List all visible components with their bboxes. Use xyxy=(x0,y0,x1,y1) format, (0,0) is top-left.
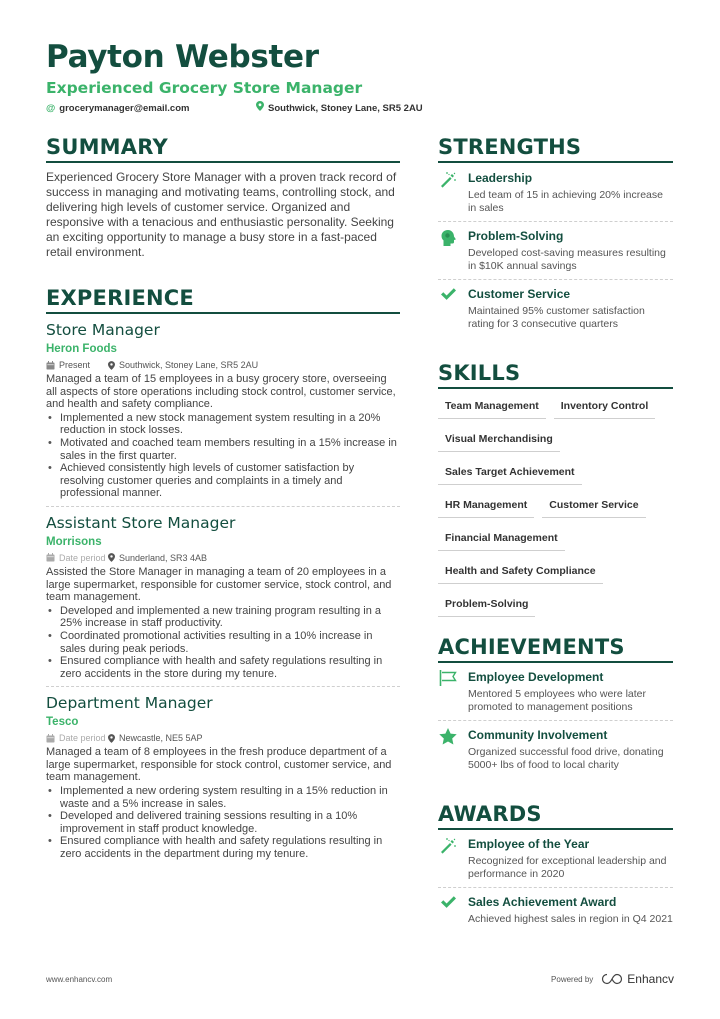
skill-tag: Financial Management xyxy=(438,528,565,551)
calendar-icon xyxy=(46,361,55,370)
job-bullet: • Motivated and coached team members resulting in a 15% increase in sales in the first quarter. xyxy=(46,437,400,462)
strength-description: Led team of 15 in achieving 20% increase in sales xyxy=(468,189,663,214)
awards-list xyxy=(438,830,673,932)
job-location xyxy=(108,358,258,372)
summary-text: Experienced Grocery Store Manager with a proven track record of success in managing and motivating teams, controlling stock, and delivering high levels of customer service. Organized and responsive with a tenacious and enthusiastic personality. Seeking an exciting opportunity to manage a busy store in a fast-paced retail environment. xyxy=(46,170,397,259)
job-date xyxy=(46,358,108,372)
job-entry xyxy=(46,693,400,866)
experience-heading: EXPERIENCE xyxy=(46,284,400,314)
job-bullets xyxy=(46,412,400,500)
candidate-title: Experienced Grocery Store Manager xyxy=(46,79,363,97)
job-bullet: • Developed and delivered training sessions resulting in a 10% improvement in staff product knowledge. xyxy=(46,810,400,835)
skills-list xyxy=(438,396,673,627)
achievements-list xyxy=(438,663,673,778)
strength-item xyxy=(438,280,673,337)
job-bullet: • Ensured compliance with health and safety regulations resulting in zero accidents in the store during my tenure. xyxy=(46,655,400,680)
powered-by xyxy=(551,972,674,986)
achievement-item xyxy=(438,721,673,778)
achievements-heading: ACHIEVEMENTS xyxy=(438,633,673,663)
job-meta xyxy=(46,551,400,565)
job-meta xyxy=(46,358,400,372)
contact-email[interactable] xyxy=(46,101,256,115)
magic-wand-icon xyxy=(438,836,458,881)
job-description: Assisted the Store Manager in managing a team of 20 employees in a large supermarket, responsible for customer service, stock control, and team management. xyxy=(46,565,392,604)
job-meta xyxy=(46,731,400,745)
at-icon: @ xyxy=(46,102,56,114)
company-name: Morrisons xyxy=(46,535,102,548)
location-pin-icon xyxy=(256,101,264,115)
achievement-title: Community Involvement xyxy=(468,728,608,742)
skill-tag: HR Management xyxy=(438,495,534,518)
strengths-list xyxy=(438,164,673,337)
skill-tag: Team Management xyxy=(438,396,546,419)
job-location-text: Southwick, Stoney Lane, SR5 2AU xyxy=(119,360,259,370)
job-bullet: • Ensured compliance with health and safety regulations resulting in zero accidents in the department during my tenure. xyxy=(46,835,400,860)
award-description: Recognized for exceptional leadership and performance in 2020 xyxy=(468,855,667,880)
head-brain-icon xyxy=(438,228,458,273)
job-location-text: Newcastle, NE5 5AP xyxy=(119,733,203,744)
job-bullet: • Implemented a new ordering system resulting in a 15% reduction in waste and a 5% increase in sales. xyxy=(46,785,400,810)
calendar-icon xyxy=(46,734,55,743)
contact-row xyxy=(46,101,676,115)
job-description: Managed a team of 8 employees in the fresh produce department of a large supermarket, responsible for stock control, customer service, and team management. xyxy=(46,746,392,784)
job-description: Managed a team of 15 employees in a busy grocery store, overseeing all aspects of store operations including stock control, customer service, and health and safety compliance. xyxy=(46,373,396,411)
strengths-section xyxy=(438,133,673,337)
left-column xyxy=(46,133,400,872)
strength-description: Maintained 95% customer satisfaction rating for 3 consecutive quarters xyxy=(468,305,645,330)
job-title: Department Manager xyxy=(46,694,213,713)
award-description: Achieved highest sales in region in Q4 2021 xyxy=(468,913,673,925)
company-name: Tesco xyxy=(46,716,79,729)
job-title: Store Manager xyxy=(46,321,160,339)
achievement-item xyxy=(438,663,673,721)
awards-section xyxy=(438,800,673,932)
job-title: Assistant Store Manager xyxy=(46,513,236,532)
job-location-text: Sunderland, SR3 4AB xyxy=(119,552,208,563)
job-bullet: • Implemented a new stock management system resulting in a 20% reduction in stock losses. xyxy=(46,412,400,437)
achievement-title: Employee Development xyxy=(468,670,604,684)
powered-by-label: Powered by xyxy=(551,974,594,984)
footer xyxy=(46,972,674,986)
skill-tag: Problem-Solving xyxy=(438,594,535,617)
skills-section xyxy=(438,359,673,627)
brand-name: Enhancv xyxy=(627,972,674,986)
enhancv-logo[interactable] xyxy=(601,972,674,986)
check-icon xyxy=(438,894,458,926)
achievements-section xyxy=(438,633,673,778)
summary-section xyxy=(46,133,400,260)
enhancv-logo-icon xyxy=(601,973,623,985)
award-item xyxy=(438,830,673,888)
strength-title: Leadership xyxy=(468,171,533,185)
location-pin-icon xyxy=(108,553,115,562)
job-date-text: Present xyxy=(59,360,91,370)
skill-tag: Health and Safety Compliance xyxy=(438,561,603,584)
strength-item xyxy=(438,164,673,222)
job-bullet: • Achieved consistently high levels of customer satisfaction by resolving customer queries and complaints in a timely and professional manner. xyxy=(46,462,400,500)
job-bullets xyxy=(46,605,400,681)
strength-title: Customer Service xyxy=(468,287,571,301)
job-bullets xyxy=(46,785,400,861)
job-date-text: Date period xyxy=(59,552,106,563)
footer-website-link[interactable]: www.enhancv.com xyxy=(46,974,113,984)
summary-heading: SUMMARY xyxy=(46,133,400,163)
contact-location xyxy=(256,101,423,115)
job-entry xyxy=(46,320,400,507)
skill-tag: Sales Target Achievement xyxy=(438,462,582,485)
award-item xyxy=(438,888,673,932)
candidate-name: Payton Webster xyxy=(46,39,319,75)
strength-item xyxy=(438,222,673,280)
achievement-description: Organized successful food drive, donating 5000+ lbs of food to local charity xyxy=(468,746,664,771)
check-icon xyxy=(438,286,458,331)
job-date-text: Date period xyxy=(59,733,106,744)
flag-icon xyxy=(438,669,458,714)
strengths-heading: STRENGTHS xyxy=(438,133,673,163)
job-location xyxy=(108,551,207,565)
resume-header xyxy=(46,38,676,115)
skill-tag: Inventory Control xyxy=(554,396,656,419)
right-column xyxy=(438,133,673,932)
job-date xyxy=(46,551,108,565)
job-entry xyxy=(46,513,400,687)
email-text: grocerymanager@email.com xyxy=(59,102,190,114)
award-title: Employee of the Year xyxy=(468,837,590,851)
strength-description: Developed cost-saving measures resulting in $10K annual savings xyxy=(468,247,666,272)
skill-tag: Customer Service xyxy=(542,495,645,518)
location-text: Southwick, Stoney Lane, SR5 2AU xyxy=(268,102,423,114)
award-title: Sales Achievement Award xyxy=(468,895,617,909)
skills-heading: SKILLS xyxy=(438,359,673,389)
job-date xyxy=(46,731,108,745)
awards-heading: AWARDS xyxy=(438,800,673,830)
job-location xyxy=(108,731,203,745)
job-bullet: • Coordinated promotional activities resulting in a 10% increase in sales during peak periods. xyxy=(46,630,400,655)
calendar-icon xyxy=(46,553,55,562)
job-bullet: • Developed and implemented a new training program resulting in a 25% increase in staff productivity. xyxy=(46,605,400,630)
achievement-description: Mentored 5 employees who were later promoted to management positions xyxy=(468,688,647,713)
star-icon xyxy=(438,727,458,772)
location-pin-icon xyxy=(108,734,115,743)
strength-title: Problem-Solving xyxy=(468,229,564,243)
location-pin-icon xyxy=(108,361,115,370)
skill-tag: Visual Merchandising xyxy=(438,429,560,452)
experience-section xyxy=(46,284,400,867)
magic-wand-icon xyxy=(438,170,458,215)
company-name: Heron Foods xyxy=(46,343,117,355)
